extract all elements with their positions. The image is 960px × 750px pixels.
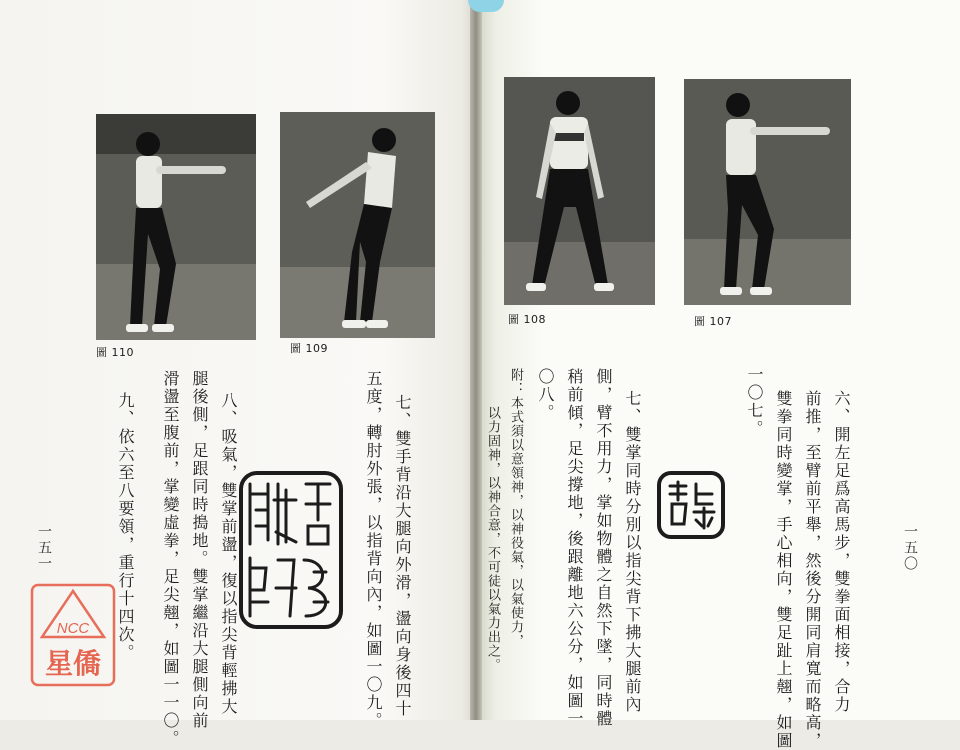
- seal-left: [238, 470, 344, 630]
- right-page-number: 一五〇: [902, 524, 918, 572]
- caption-figure-107: 圖 107: [694, 315, 732, 328]
- watermark-xingqiao-text: 星僑: [44, 647, 102, 680]
- book-spine: [470, 0, 482, 720]
- photo-figure-108: [504, 77, 655, 305]
- left-text-column-4: 腿後側，足跟同時搗地。雙掌繼沿大腿側向前: [190, 370, 209, 730]
- right-text-column-7: 稍前傾，足尖撐地，後跟離地六公分，如圖一: [565, 368, 584, 728]
- photo-figure-109: [280, 112, 435, 338]
- watermark-logo: [30, 583, 116, 687]
- right-text-column-4: 一〇七。: [745, 366, 764, 438]
- left-text-column-1: 七、雙手背沿大腿向外滑，盪向身後四十: [393, 394, 412, 718]
- left-text-column-3: 八、吸氣，雙掌前盪，復以指尖背輕拂大: [219, 392, 238, 716]
- left-text-column-6: 九、依六至八要領，重行十四次。: [116, 392, 135, 662]
- right-text-column-6: 側，臂不用力，掌如物體之自然下墜，同時體: [594, 368, 613, 728]
- right-text-column-2: 前推，至臂前平舉，然後分開同肩寬而略高，: [803, 390, 822, 750]
- left-text-column-2: 五度，轉肘外張，以指背向內，如圖一〇九。: [364, 370, 383, 730]
- seal-right: [656, 470, 726, 540]
- photo-figure-110: [96, 114, 256, 340]
- right-text-column-8: 〇八。: [536, 368, 555, 422]
- caption-figure-108: 圖 108: [508, 313, 546, 326]
- caption-figure-109: 圖 109: [290, 342, 328, 355]
- left-text-column-5: 滑盪至腹前，掌變虛拳，足尖翹，如圖一一〇。: [161, 370, 180, 748]
- right-note-column-1: 附：本式須以意領神，以神役氣，以氣使力，: [508, 368, 523, 648]
- caption-figure-110: 圖 110: [96, 346, 134, 359]
- right-text-column-3: 雙拳同時變掌，手心相向，雙足趾上翹，如圖: [774, 390, 793, 750]
- photo-figure-107: [684, 79, 851, 305]
- right-text-column-1: 六、開左足爲高馬步，雙拳面相接，合力: [832, 390, 851, 714]
- right-note-column-2: 以力固神，以神合意，不可徒以氣力出之。: [485, 406, 500, 672]
- watermark-ncc-text: NCC: [56, 620, 90, 637]
- left-page-number: 一五一: [36, 524, 52, 572]
- right-text-column-5: 七、雙掌同時分別以指尖背下拂大腿前內: [623, 390, 642, 714]
